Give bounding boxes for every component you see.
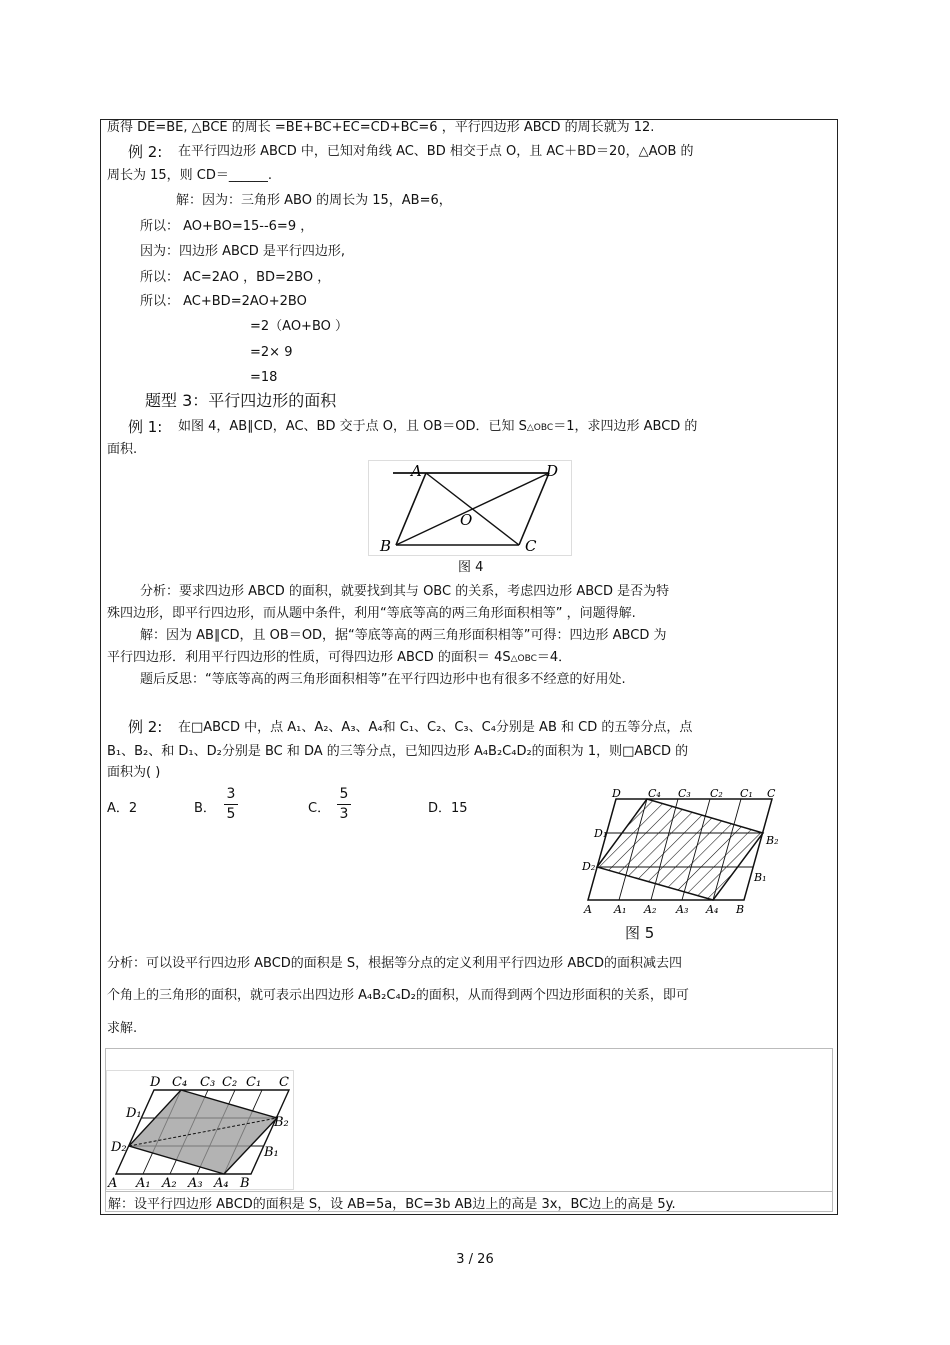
text-line: =2× 9 — [250, 345, 293, 360]
fig5b-label: A₂ — [162, 1176, 177, 1190]
fig5-label: D₂ — [582, 860, 596, 873]
label-c: C — [525, 537, 537, 555]
text-line: 解：因为：三角形 ABO 的周长为 15，AB=6， — [176, 193, 452, 208]
text-line: 所以： AC+BD=2AO+2BO — [140, 294, 307, 309]
text-line: 殊四边形，即平行四边形，而从题中条件，利用“等底等高的两三角形面积相等” ，问题得解. — [107, 606, 636, 621]
figure-4 — [368, 460, 572, 556]
text-line: 求解. — [107, 1021, 138, 1036]
text-line: 分析：要求四边形 ABCD 的面积，就要找到其与 OBC 的关系，考虑四边形 ABCD 是否为特 — [140, 584, 670, 599]
fig5-label: D₁ — [594, 827, 608, 840]
section-heading: 题型 3：平行四边形的面积 — [145, 391, 337, 410]
text-line: =2（AO+BO ） — [250, 319, 349, 334]
fig5-label: C₄ — [648, 787, 661, 800]
fig5-label: D — [612, 787, 621, 800]
fraction-b — [224, 786, 238, 823]
figure-5 — [578, 786, 792, 918]
fig5b-label: A₁ — [136, 1176, 151, 1190]
example-label: 例 1: — [128, 418, 163, 436]
example-label: 例 2: — [128, 718, 163, 736]
fig5b-label: A₃ — [188, 1176, 203, 1190]
label-a: A — [411, 462, 422, 480]
text-line: 个角上的三角形的面积，就可表示出四边形 A₄B₂C₄D₂的面积，从而得到两个四边形面积的关系，即可 — [107, 988, 689, 1003]
fig5b-label: C₄ — [172, 1075, 188, 1090]
fig5-label: C₂ — [710, 787, 723, 800]
example-label: 例 2: — [128, 143, 163, 161]
fig5-label: C₃ — [678, 787, 691, 800]
text-line: =18 — [250, 370, 278, 385]
fig5b-label: B₂ — [274, 1115, 289, 1130]
text-line: 解：设平行四边形 ABCD的面积是 S，设 AB=5a，BC=3b AB边上的高是 3x，BC边上的高是 5y. — [108, 1197, 676, 1212]
text-line: 在平行四边形 ABCD 中，已知对角线 AC、BD 相交于点 O，且 AC＋BD＝20，△AOB 的 — [178, 144, 694, 159]
fig5-label: A₃ — [676, 903, 689, 916]
fraction-numerator: 5 — [339, 786, 349, 802]
text-line: 平行四边形．利用平行四边形的性质，可得四边形 ABCD 的面积＝ 4S△OBC＝4． — [107, 650, 572, 665]
fig5-label: A — [584, 903, 592, 916]
label-d: D — [546, 462, 559, 480]
text-line: 在□ABCD 中，点 A₁、A₂、A₃、A₄和 C₁、C₂、C₃、C₄分别是 AB 和 CD 的五等分点，点 — [178, 720, 693, 735]
text-line: 因为：四边形 ABCD 是平行四边形, — [140, 244, 346, 259]
option-a: A．2 — [107, 801, 138, 816]
fig5b-label: A₄ — [214, 1176, 229, 1190]
fig5b-label: C — [279, 1075, 289, 1090]
fig5-label: C — [767, 787, 776, 800]
option-c: C． — [308, 801, 331, 816]
fig5b-label: A — [108, 1176, 118, 1190]
fig5-label: A₁ — [614, 903, 627, 916]
fig5b-label: D₁ — [126, 1106, 142, 1121]
fig5b-label: C₂ — [222, 1075, 238, 1090]
fig5-label: C₁ — [740, 787, 753, 800]
text-line: B₁、B₂、和 D₁、D₂分别是 BC 和 DA 的三等分点，已知四边形 A₄B₂C₄D₂的面积为 1，则□ABCD 的 — [107, 744, 689, 759]
figure-caption: 图 4 — [458, 560, 484, 575]
option-d: D．15 — [428, 801, 468, 816]
fig5b-label: D — [150, 1075, 161, 1090]
text-line: 题后反思：“等底等高的两三角形面积相等”在平行四边形中也有很多不经意的好用处. — [140, 672, 626, 687]
fig5b-label: B₁ — [264, 1145, 279, 1160]
text-line: 面积为( ) — [107, 765, 161, 780]
text-line: 如图 4，AB∥CD，AC、BD 交于点 O，且 OB＝OD．已知 S△OBC＝1，求四边形 ABCD 的 — [178, 419, 698, 434]
text-line: 周长为 15，则 CD＝______. — [107, 168, 273, 183]
figure-5-grid — [106, 1070, 294, 1190]
figure-caption: 图 5 — [625, 924, 655, 942]
option-b: B． — [194, 801, 216, 816]
text-line: 质得 DE=BE, △BCE 的周长 =BE+BC+EC=CD+BC=6 ，平行四边形 ABCD 的周长就为 12. — [107, 120, 655, 135]
fig5-label: B — [736, 903, 745, 916]
fraction-numerator: 3 — [226, 786, 236, 802]
fig5b-label: C₁ — [246, 1075, 262, 1090]
label-b: B — [380, 537, 392, 555]
fig5b-label: B — [240, 1176, 250, 1190]
fig5b-label: D₂ — [111, 1140, 127, 1155]
text-line: 所以： AC=2AO ，BD=2BO ， — [140, 270, 331, 285]
fraction-c — [337, 786, 351, 823]
fig5-label: B₂ — [766, 834, 779, 847]
fig5-label: A₄ — [706, 903, 719, 916]
fig5-label: A₂ — [644, 903, 657, 916]
text-line: 所以： AO+BO=15--6=9 ， — [140, 219, 314, 234]
text-line: 面积. — [107, 442, 138, 457]
fig5-label: B₁ — [754, 871, 767, 884]
label-o: O — [460, 511, 473, 529]
fig5b-label: C₃ — [200, 1075, 216, 1090]
table-row-divider — [105, 1191, 833, 1192]
text-line: 解：因为 AB∥CD，且 OB＝OD，据“等底等高的两三角形面积相等”可得：四边形 ABCD 为 — [140, 628, 667, 643]
fraction-denominator: 5 — [226, 806, 236, 822]
page-number: 3 / 26 — [456, 1252, 494, 1267]
text-line: 分析：可以设平行四边形 ABCD的面积是 S，根据等分点的定义利用平行四边形 ABCD的面积减去四 — [107, 956, 682, 971]
fraction-denominator: 3 — [339, 806, 349, 822]
